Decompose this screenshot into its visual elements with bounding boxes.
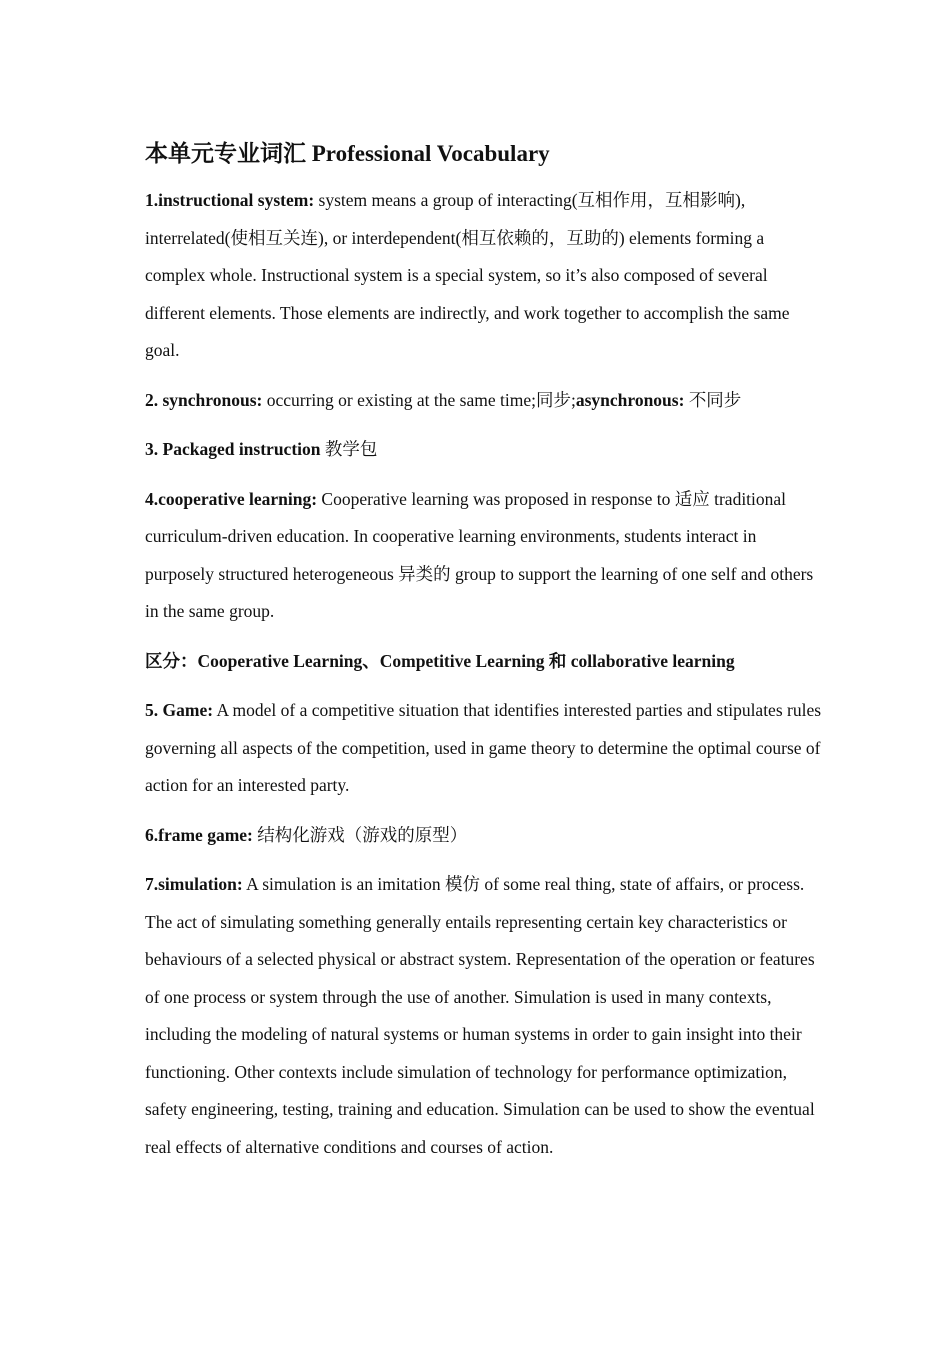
entry-packaged-instruction: [145, 431, 825, 469]
term-label-secondary: asynchronous:: [575, 389, 685, 410]
definition-text: Cooperative learning was proposed in response to 适应 traditional curriculum-driven education. In cooperative learning environments, students interact in purposely structured heterogeneous 异类的 group to support the learning of one self and others in the same group.: [145, 488, 814, 621]
term-label: 区分：Cooperative Learning、Competitive Learning 和 collaborative learning: [145, 650, 735, 671]
definition-text: A simulation is an imitation 模仿 of some real thing, state of affairs, or process. The act of simulating something generally entails representing certain key characteristics or behaviours of a selected physical or abstract system. Representation of the operation or features of one process or system through the use of another. Simulation is used in many contexts, including the modeling of natural systems or human systems in order to gain insight into their functioning. Other contexts include simulation of technology for performance optimization, safety engineering, testing, training and education. Simulation can be used to show the eventual real effects of alternative conditions and courses of action.: [145, 874, 815, 1157]
term-label: 3. Packaged instruction: [145, 439, 321, 459]
entry-distinction-heading: [145, 643, 825, 681]
definition-text-secondary: 不同步: [684, 389, 742, 410]
entry-simulation: [145, 866, 825, 1166]
definition-text: 教学包: [320, 439, 378, 459]
definition-text: 结构化游戏（游戏的原型）: [252, 824, 468, 845]
definition-text: occurring or existing at the same time;同步;: [262, 389, 576, 410]
entry-frame-game: [145, 817, 825, 855]
definition-text: system means a group of interacting(互相作用，互相影响), interrelated(使相互关连), or interdependent(相互依赖的，互助的) elements forming a complex whole. Instructional system is a special system, so it’s also composed of several different elements. Those elements are indirectly, and work together to accomplish the same goal.: [145, 190, 790, 360]
entry-synchronous: [145, 382, 825, 420]
definition-text: A model of a competitive situation that identifies interested parties and stipulates rules governing all aspects of the competition, used in game theory to determine the optimal course of action for an interested party.: [145, 700, 822, 795]
page-title: 本单元专业词汇 Professional Vocabulary: [145, 141, 550, 166]
entry-cooperative-learning: [145, 481, 825, 631]
entry-game: [145, 692, 825, 805]
entry-instructional-system: [145, 182, 825, 370]
term-label: 5. Game:: [145, 700, 214, 720]
term-label: 2. synchronous:: [145, 389, 263, 410]
document-page: [145, 132, 825, 1178]
term-label: 6.frame game:: [145, 824, 253, 845]
term-label: 4.cooperative learning:: [145, 488, 318, 509]
term-label: 1.instructional system:: [145, 190, 315, 210]
term-label: 7.simulation:: [145, 874, 243, 894]
